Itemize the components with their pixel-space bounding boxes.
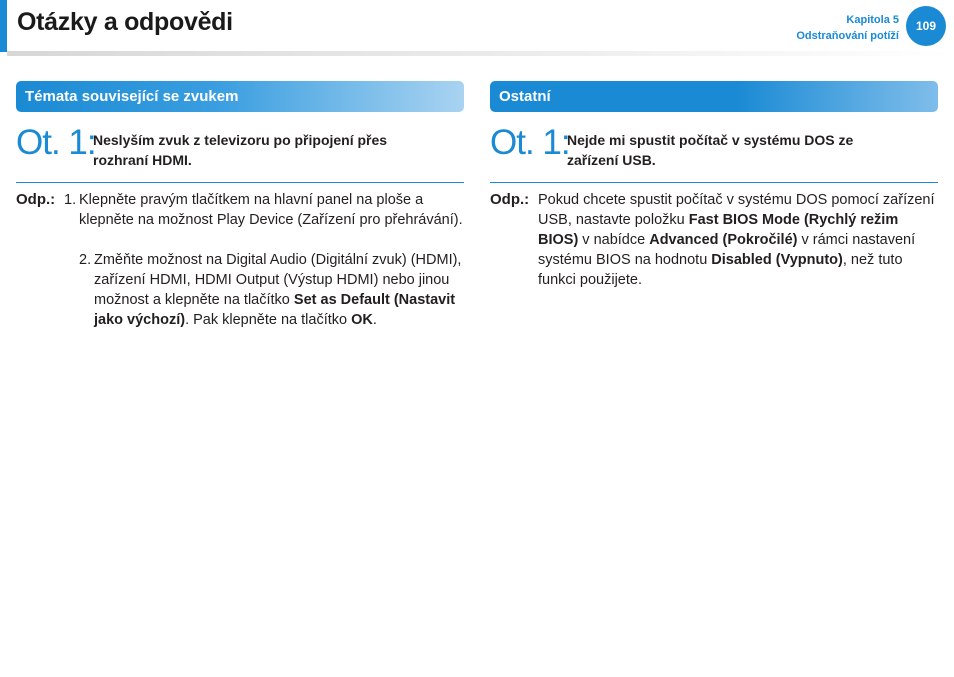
step-number: 2. [79,252,92,268]
header-divider [7,51,954,56]
question-text: Neslyším zvuk z televizoru po připojení přes rozhraní HDMI. [93,132,388,168]
right-column [490,81,938,290]
answer-block [490,190,938,290]
answer-steps [64,190,464,330]
left-column [16,81,464,330]
header-accent-bar [0,0,7,52]
section-heading-sound: Témata související se zvukem [16,81,464,112]
question-divider [16,182,464,183]
page-header [0,0,954,56]
answer-label: Odp.: [490,191,530,208]
step-text: Klepněte pravým tlačítkem na hlavní panel na ploše a klepněte na možnost Play Device (Zařízení pro přehrávání). [79,192,463,228]
question-block [490,123,938,190]
question-divider [490,182,938,183]
chapter-info [796,12,899,44]
page-title: Otázky a odpovědi [17,8,233,36]
section-heading-other: Ostatní [490,81,938,112]
chapter-label: Kapitola 5 [846,14,899,26]
answer-block [16,190,464,330]
list-item [79,250,464,330]
question-text: Nejde mi spustit počítač v systému DOS ze zařízení USB. [567,132,854,168]
list-item [64,190,464,230]
question-label: Ot. 1: [16,123,96,162]
step-number: 1. [64,192,77,208]
question-block [16,123,464,190]
step-text: Změňte možnost na Digital Audio (Digitální zvuk) (HDMI), zařízení HDMI, HDMI Output (Výstup HDMI) nebo jinou možnost a klepněte na tlačítko Set as Default (Nastavit jako výchozí). Pak klepněte na tlačítko OK. [94,252,462,328]
answer-text: Pokud chcete spustit počítač v systému DOS pomocí zařízení USB, nastavte položku Fast BIOS Mode (Rychlý režim BIOS) v nabídce Advanced (Pokročilé) v rámci nastavení systému BIOS na hodnotu Disabled (Vypnuto), než tuto funkci použijete. [538,192,935,288]
question-label: Ot. 1: [490,123,570,162]
answer-label: Odp.: [16,191,56,208]
page-number-badge: 109 [906,6,946,46]
chapter-name: Odstraňování potíží [796,30,899,42]
